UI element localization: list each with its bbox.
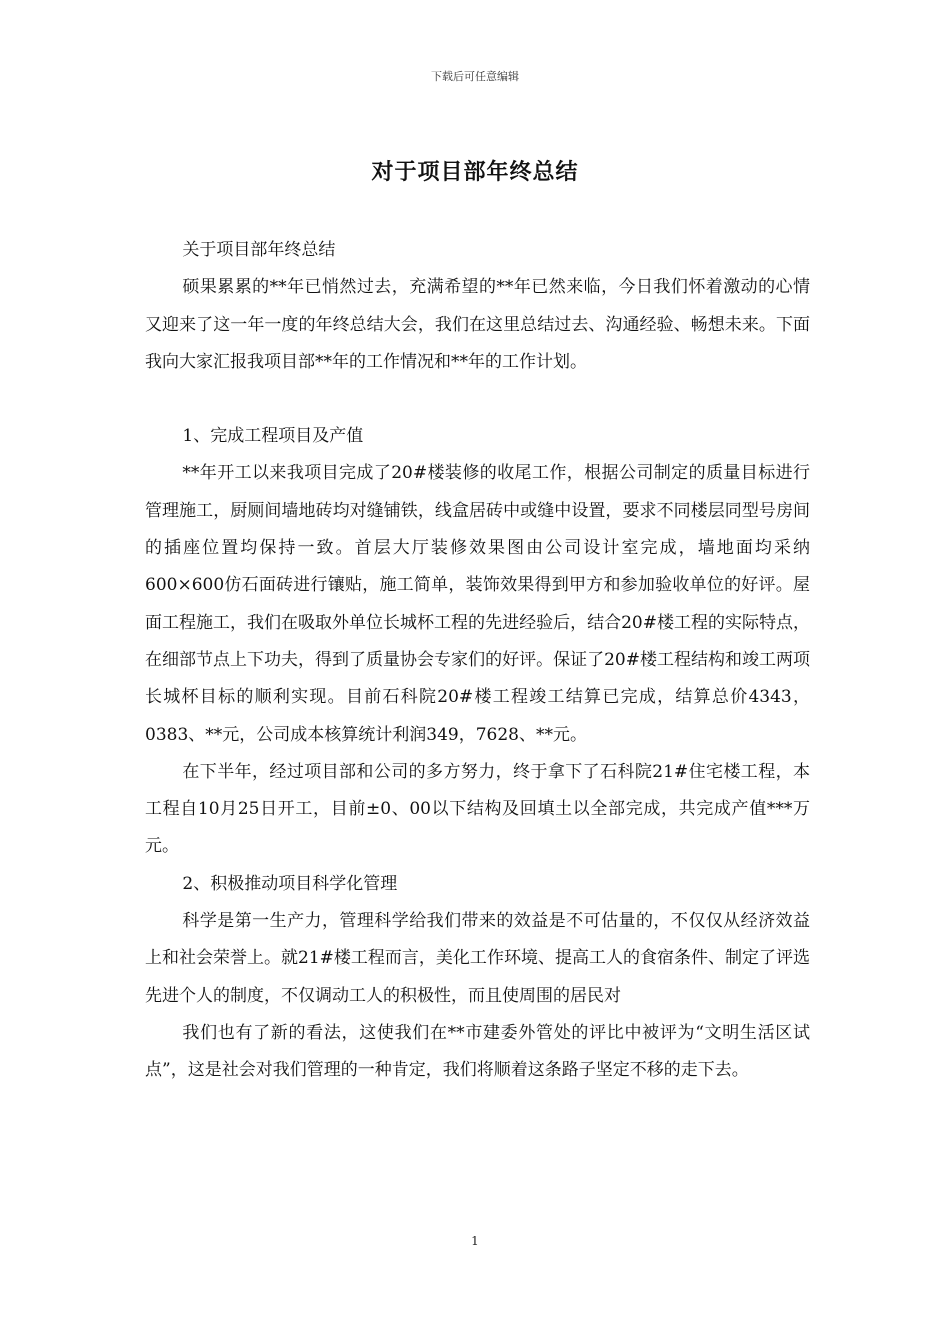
- intro-paragraph: 硕果累累的**年已悄然过去，充满希望的**年已然来临，今日我们怀着激动的心情又迎来了这一年一度的年终总结大会，我们在这里总结过去、沟通经验、畅想未来。下面我向大家汇报我项目部**年的工作情况和**年的工作计划。: [145, 277, 810, 372]
- section-heading-1: 1、完成工程项目及产值: [182, 426, 364, 447]
- section-1-paragraph-1: **年开工以来我项目完成了20#楼装修的收尾工作，根据公司制定的质量目标进行管理施工，厨厕间墙地砖均对缝铺铁，线盒居砖中或缝中设置，要求不同楼层同型号房间的插座位置均保持一致。首层大厅装修效果图由公司设计室完成，墙地面均采纳600×600仿石面砖进行镶贴，施工简单，装饰效果得到甲方和参加验收单位的好评。屋面工程施工，我们在吸取外单位长城杯工程的先进经验后，结合20#楼工程的实际特点，在细部节点上下功夫，得到了质量协会专家们的好评。保证了20#楼工程结构和竣工两项长城杯目标的顺利实现。目前石科院20#楼工程竣工结算已完成，结算总价4343，0383、**元，公司成本核算统计利润349，7628、**元。: [145, 463, 810, 745]
- section-1-paragraph-2: 在下半年，经过项目部和公司的多方努力，终于拿下了石科院21#住宅楼工程，本工程自10月25日开工，目前±0、00以下结构及回填土以全部完成，共完成产值***万元。: [145, 761, 810, 857]
- section-2-paragraph-2: 我们也有了新的看法，这使我们在**市建委外管处的评比中被评为“文明生活区试点”，这是社会对我们管理的一种肯定，我们将顺着这条路子坚定不移的走下去。: [145, 1022, 810, 1081]
- header-note: 下载后可任意编辑: [431, 70, 519, 83]
- section-2-paragraph-1: 科学是第一生产力，管理科学给我们带来的效益是不可估量的，不仅仅从经济效益上和社会荣誉上。就21#楼工程而言，美化工作环境、提高工人的食宿条件、制定了评选先进个人的制度，不仅调动工人的积极性，而且使周围的居民对: [145, 911, 810, 1006]
- document-title: 对于项目部年终总结: [371, 159, 579, 185]
- page-number: 1: [471, 1234, 479, 1248]
- subtitle-paragraph: 关于项目部年终总结: [182, 240, 336, 260]
- section-heading-2: 2、积极推动项目科学化管理: [182, 873, 398, 894]
- document-body: [145, 232, 810, 1090]
- paragraph-spacer: [145, 381, 810, 418]
